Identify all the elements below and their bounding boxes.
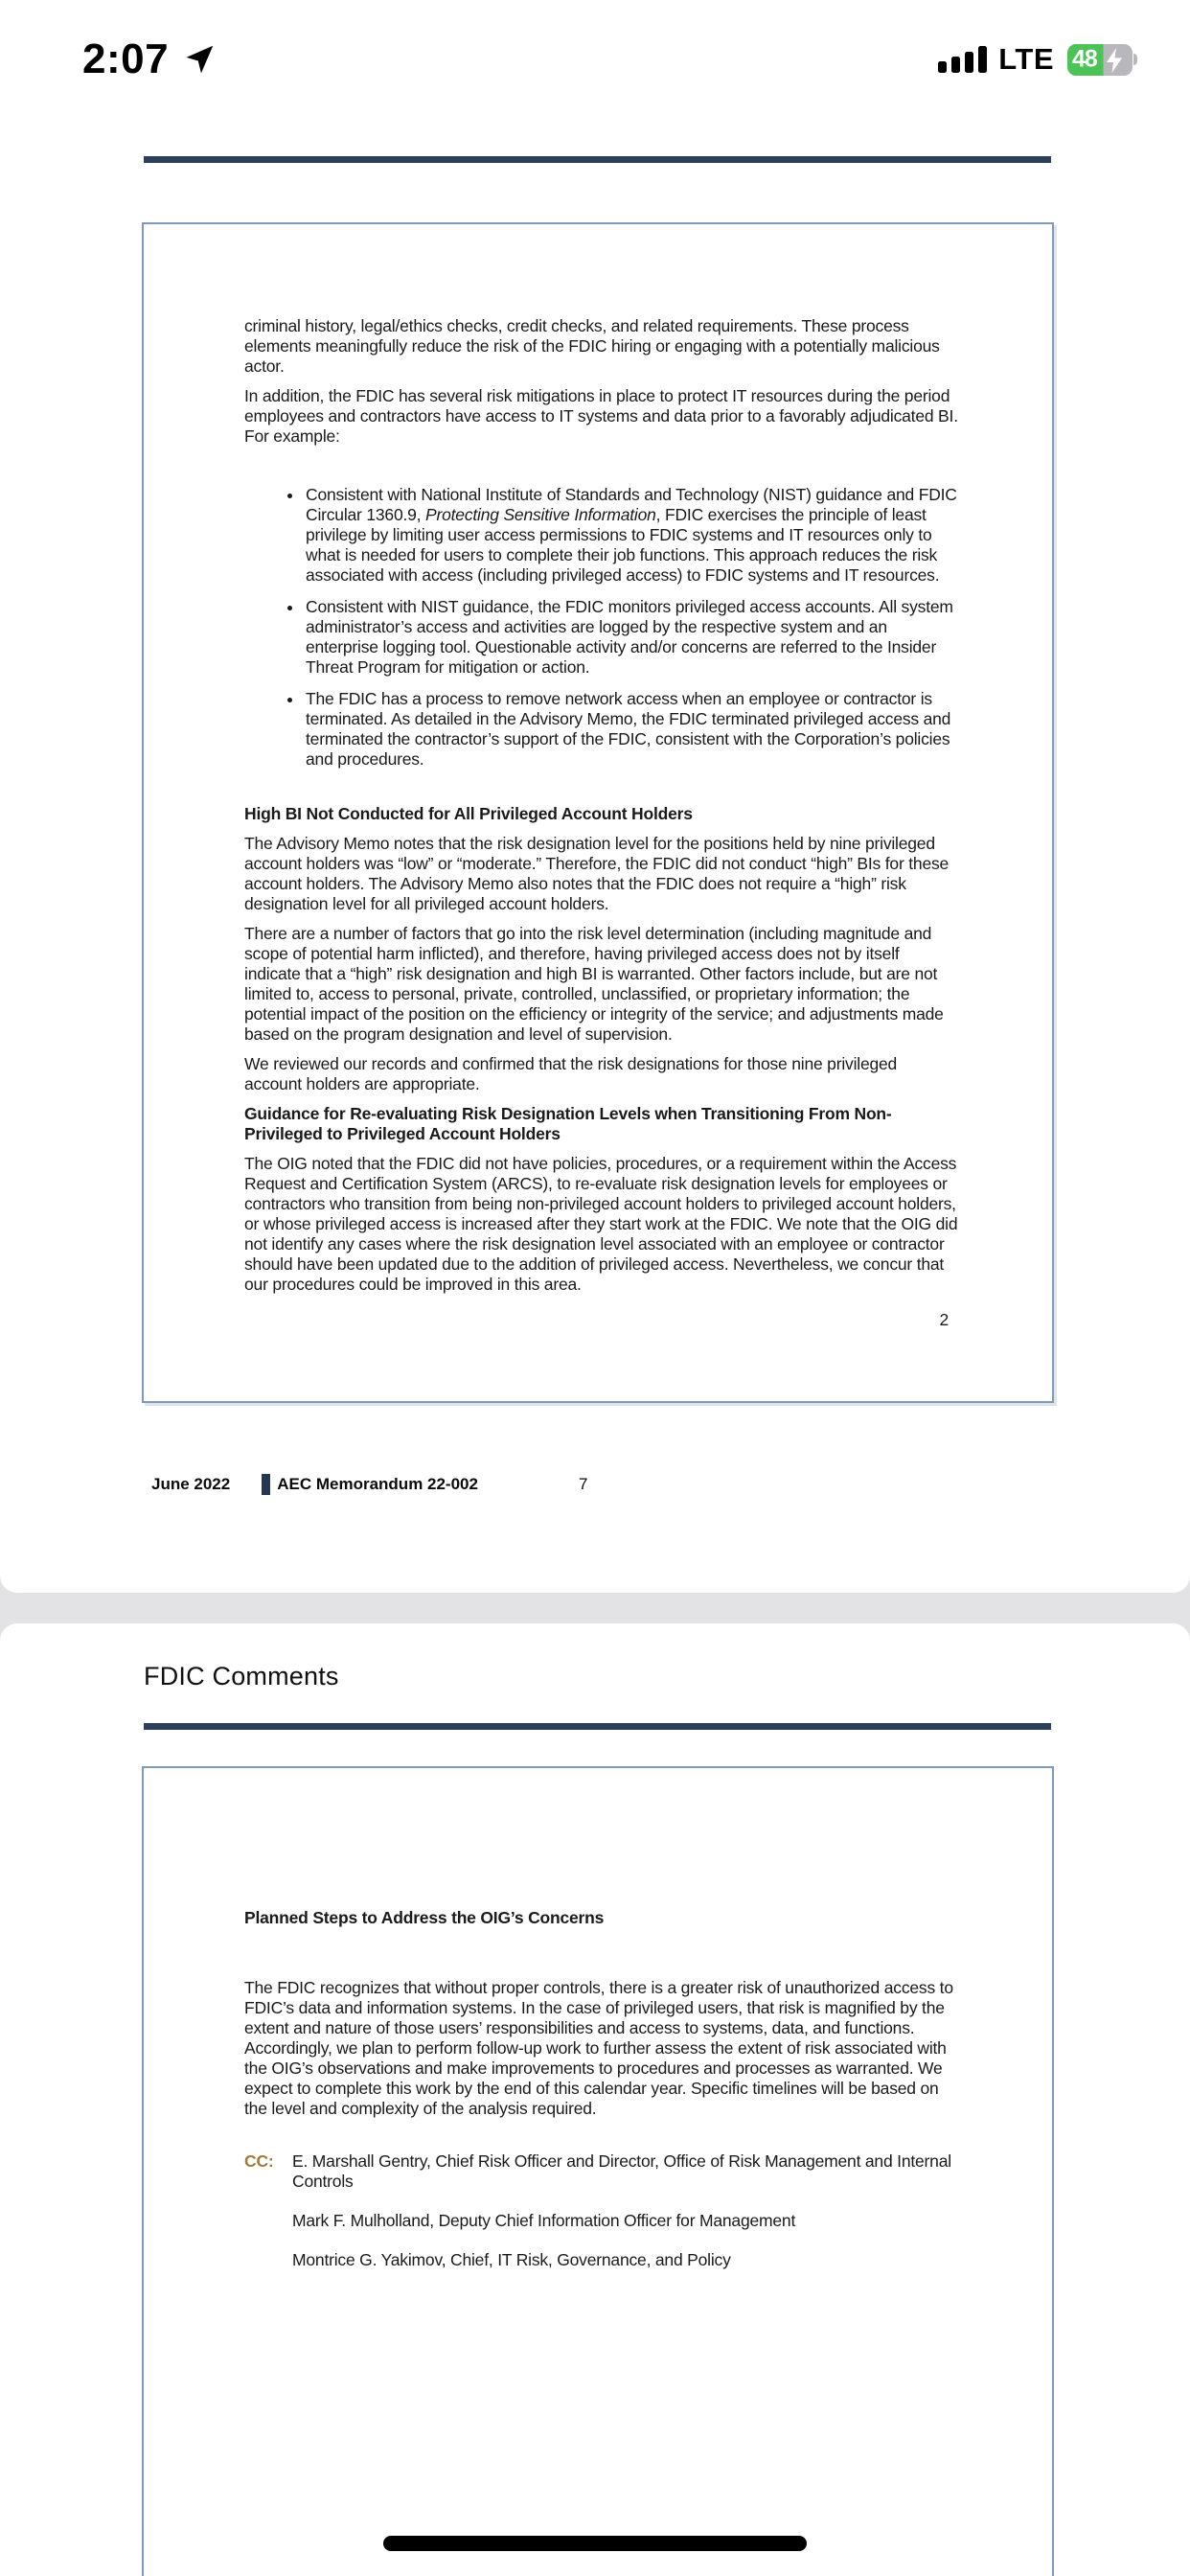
section-divider-rule-bottom xyxy=(144,1723,1051,1730)
memo-page-number: 2 xyxy=(939,1310,949,1329)
status-bar-right xyxy=(938,42,1133,77)
bullet-text: , FDIC exercises the principle of least privilege by limiting user access permissions to FDIC systems and IT resources only to what is needed for users to complete their job functions. This approach reduces the risk associated with access (including privileged access) to FDIC systems and IT resources. xyxy=(306,505,940,585)
bullet-text: Consistent with NIST guidance, the FDIC monitors privileged access accounts. All system administrator’s access and activities are logged by the respective system and an enterprise logging tool. Questionable activity and/or concerns are referred to the Insider Threat Program for mitigation or action. xyxy=(306,597,953,677)
status-bar xyxy=(0,34,1190,84)
memo-paragraph: We reviewed our records and confirmed that the risk designations for those nine privileged account holders are appropriate. xyxy=(244,1054,898,1093)
bullet-text-italic: Protecting Sensitive Information xyxy=(425,505,656,524)
memo-bullet-item xyxy=(304,485,958,586)
cc-block xyxy=(244,2151,958,2289)
clock-time: 2:07 xyxy=(82,35,170,82)
footer-document-title: AEC Memorandum 22-002 xyxy=(277,1475,478,1493)
footer-divider-bar xyxy=(262,1474,270,1495)
memo-heading: Guidance for Re-evaluating Risk Designation Levels when Transitioning From Non-Privileged to Privileged Account Holders xyxy=(244,1104,892,1143)
bullet-text: The FDIC has a process to remove network access when an employee or contractor is terminated. As detailed in the Advisory Memo, the FDIC terminated privileged access and terminated the contractor’s support of the FDIC, consistent with the Corporation’s policies and procedures. xyxy=(306,689,951,769)
status-bar-left xyxy=(82,35,217,83)
memo-bullet-item xyxy=(304,689,958,770)
memo-bullet-item xyxy=(304,597,958,678)
report-section-card-2 xyxy=(0,1623,1190,2576)
cc-label: CC: xyxy=(244,2151,274,2171)
section-divider-rule-top xyxy=(144,156,1051,163)
memo-bullet-list xyxy=(244,485,958,770)
charging-bolt-icon xyxy=(1103,47,1126,74)
home-indicator[interactable] xyxy=(383,2536,807,2551)
battery-percent-label: 48 xyxy=(1072,45,1097,73)
footer-date: June 2022 xyxy=(151,1475,231,1493)
memo-paragraph: criminal history, legal/ethics checks, credit checks, and related requirements. These process elements meaningfully reduce the risk of the FDIC hiring or engaging with a potentially malicious actor. xyxy=(244,316,940,376)
location-arrow-icon xyxy=(182,42,217,77)
memo-paragraph: The Advisory Memo notes that the risk designation level for the positions held by nine privileged account holders was “low” or “moderate.” Therefore, the FDIC did not conduct “high” BIs for these account holders. The Advisory Memo also notes that the FDIC does not require a “high” risk designation level for all privileged account holders. xyxy=(244,834,950,913)
battery-cap xyxy=(1133,54,1137,65)
memo-heading: High BI Not Conducted for All Privileged Account Holders xyxy=(244,804,693,823)
section-gap xyxy=(0,1593,1190,1623)
memo-paragraph: There are a number of factors that go into the risk level determination (including magnitude and scope of potential harm inflicted), and therefore, having privileged access does not by itself indicate that a “high” risk designation and high BI is warranted. Other factors include, but are not limited to, access to personal, private, controlled, unclassified, or proprietary information; the potential impact of the position on the efficiency or integrity of the service; and adjustments made based on the program designation and level of supervision. xyxy=(244,924,944,1044)
memo-page-image-2 xyxy=(142,1766,1054,2576)
battery-charging-icon xyxy=(1067,44,1133,76)
memo-paragraph: In addition, the FDIC has several risk mitigations in place to protect IT resources during the period employees and contractors have access to IT systems and data prior to a favorably adjudicated BI. xyxy=(244,386,958,426)
cellular-signal-icon xyxy=(938,46,987,73)
memo-page-image xyxy=(142,222,1054,1403)
cc-entry: Mark F. Mulholland, Deputy Chief Information Officer for Management xyxy=(292,2211,796,2230)
cc-entries xyxy=(292,2151,958,2289)
memo-paragraph: For example: xyxy=(244,426,340,446)
memo-paragraph: The FDIC recognizes that without proper controls, there is a greater risk of unauthorized access to FDIC’s data and information systems. In the case of privileged users, that risk is magnified by the extent and nature of those users’ responsibilities and access to systems, data, and functions. Accordingly, we plan to perform follow-up work to further assess the extent of risk associated with the OIG’s observations and make improvements to procedures and processes as warranted. We expect to complete this work by the end of this calendar year. Specific timelines will be based on the level and complexity of the analysis required. xyxy=(244,1978,953,2118)
memo-heading: Planned Steps to Address the OIG’s Concerns xyxy=(244,1908,605,1927)
section-title: FDIC Comments xyxy=(144,1662,339,1690)
cc-entry: E. Marshall Gentry, Chief Risk Officer and Director, Office of Risk Management and Internal Controls xyxy=(292,2151,951,2191)
report-footer xyxy=(151,1474,587,1495)
memo-paragraph: The OIG noted that the FDIC did not have policies, procedures, or a requirement within the Access Request and Certification System (ARCS), to re-evaluate risk designation levels for employees or contractors who transition from being non-privileged account holders to privileged account holders, or whose privileged access is increased after they start work at the FDIC. We note that the OIG did not identify any cases where the risk designation level associated with an employee or contractor should have been updated due to the addition of privileged access. Nevertheless, we concur that our procedures could be improved in this area. xyxy=(244,1154,958,1294)
footer-page-number: 7 xyxy=(578,1475,588,1493)
network-type-label: LTE xyxy=(998,42,1054,76)
cc-entry: Montrice G. Yakimov, Chief, IT Risk, Governance, and Policy xyxy=(292,2250,731,2269)
bullet-text: Consistent with National Institute of Standards and Technology (NIST) guidance and FDIC Circular 1360.9, xyxy=(306,485,957,524)
